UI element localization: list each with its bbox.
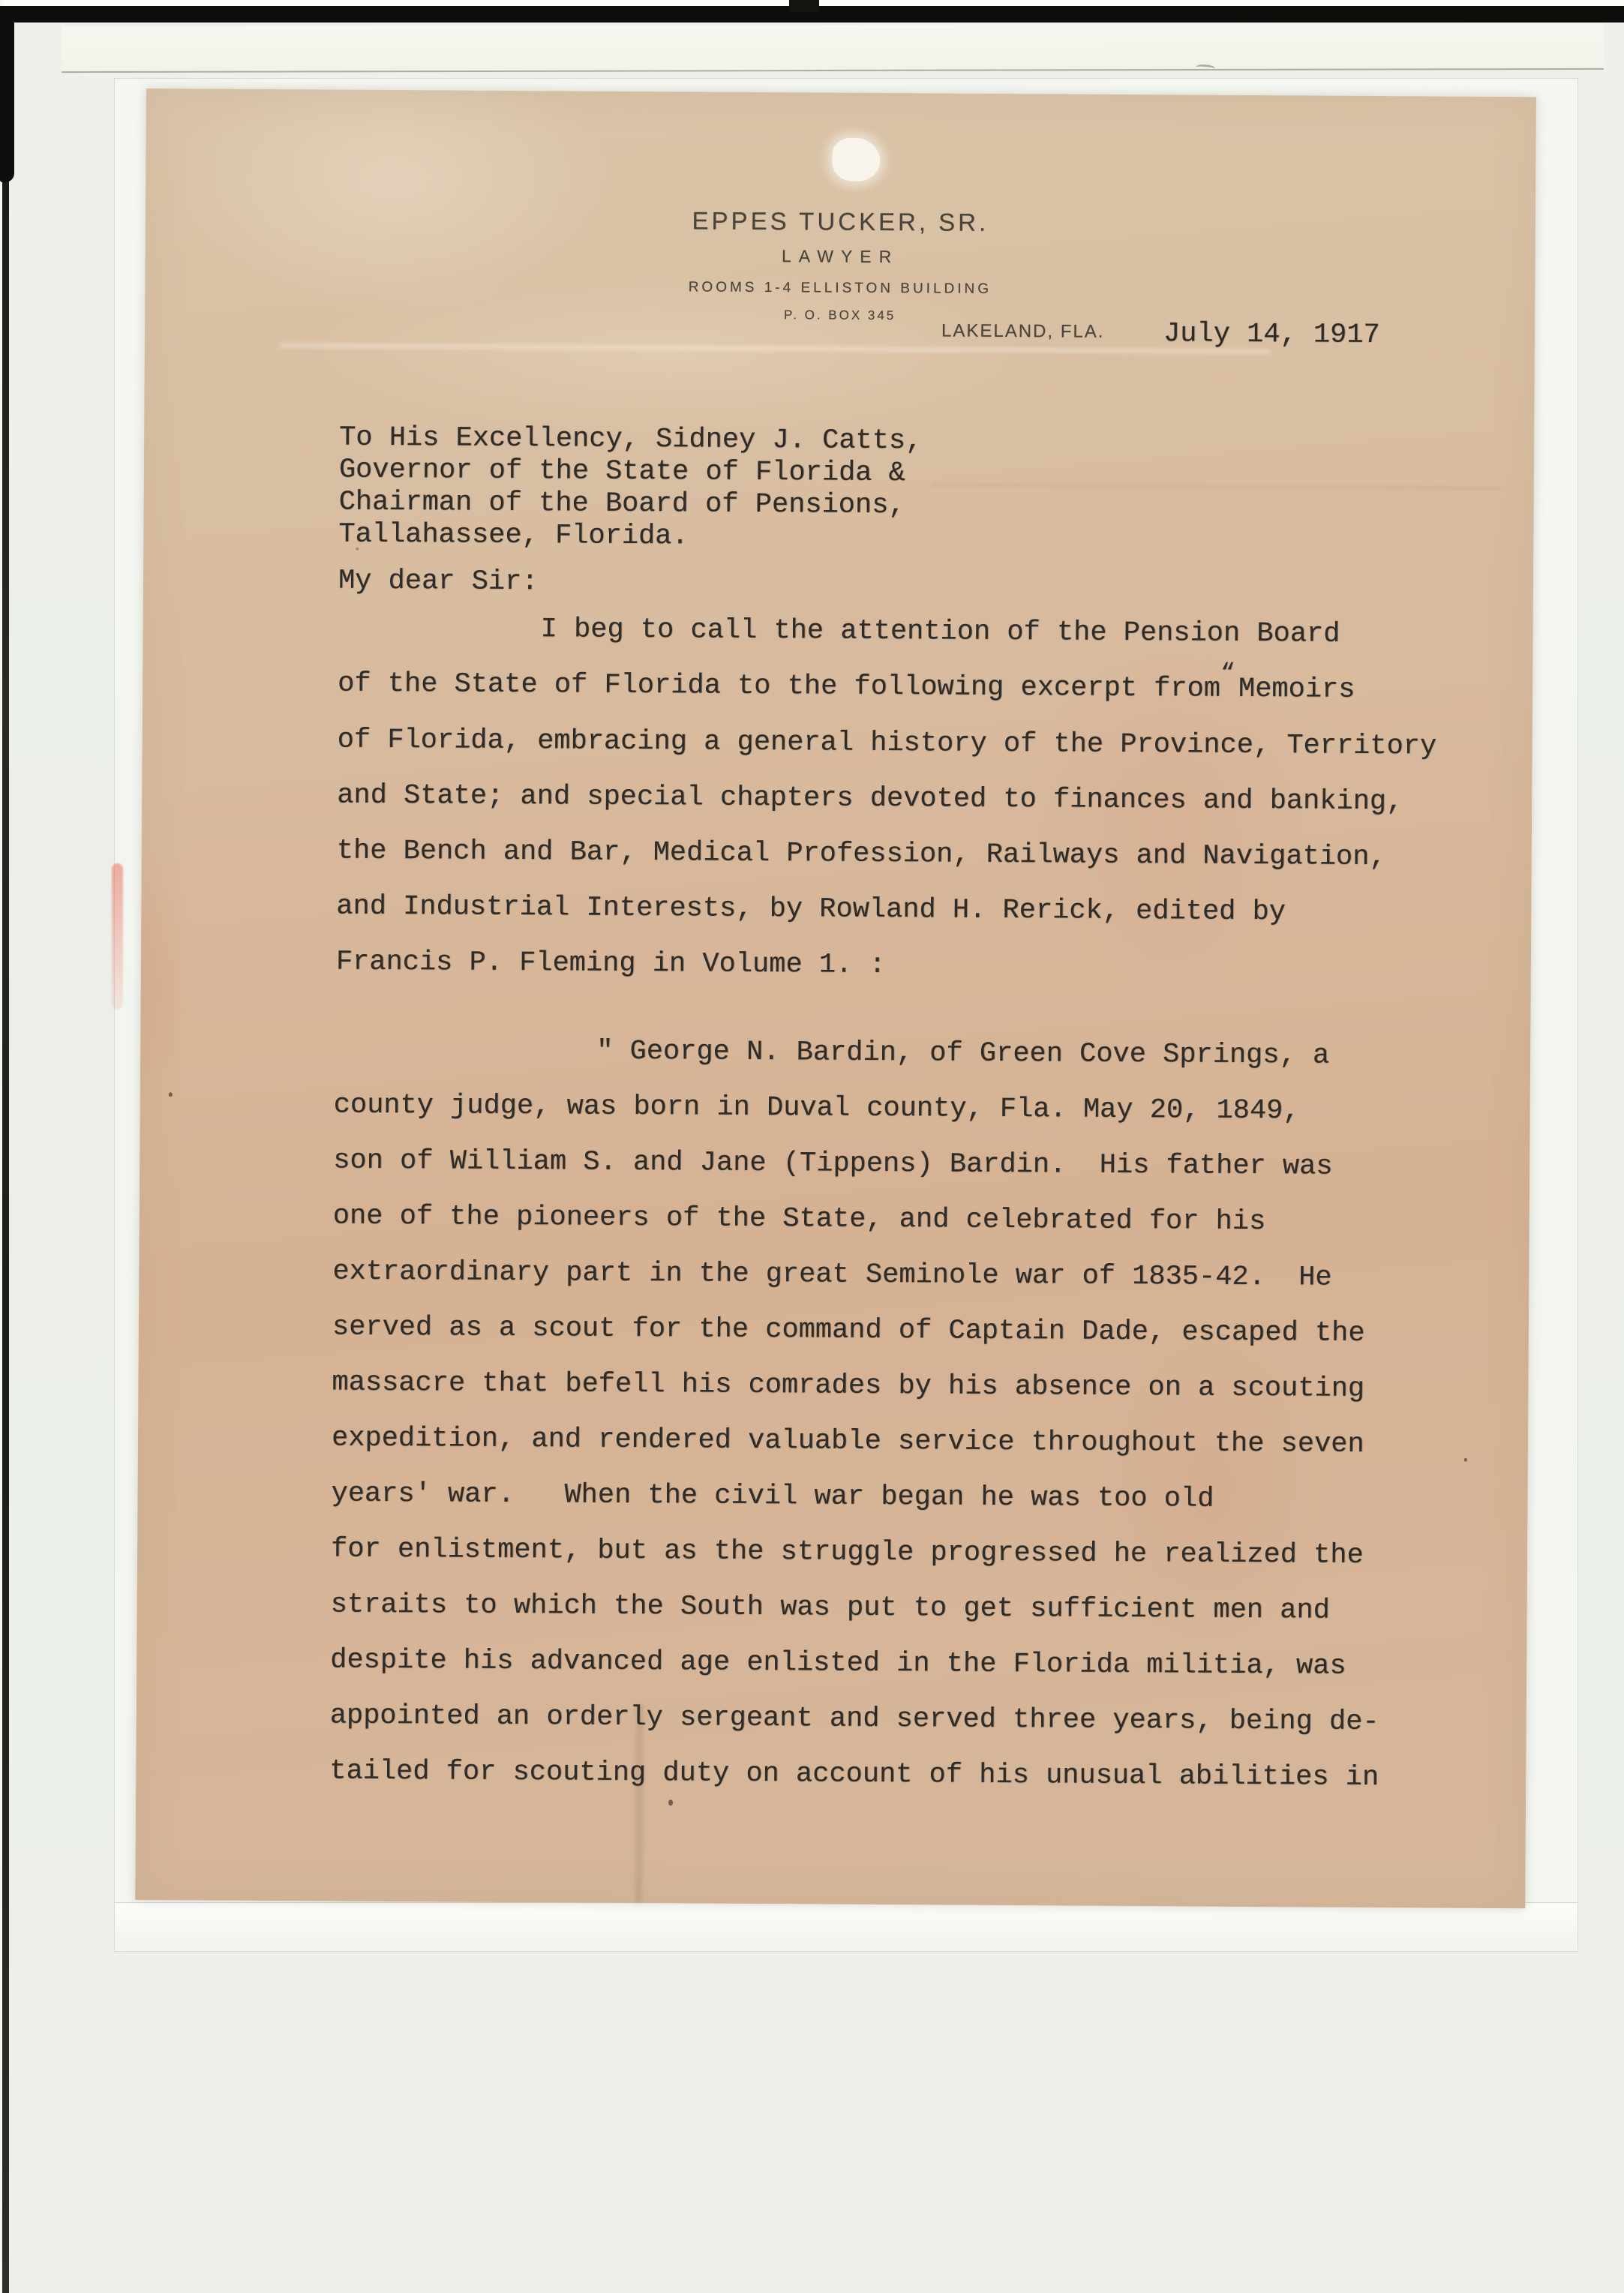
body-line: and Industrial Interests, by Rowland H. Rerick, edited by bbox=[336, 890, 1286, 929]
recipient-address-block bbox=[338, 422, 922, 555]
body-line: of Florida, embracing a general history of the Province, Territory bbox=[337, 724, 1437, 763]
body-line: the Bench and Bar, Medical Profession, Railways and Navigation, bbox=[336, 835, 1386, 874]
body-paragraph-1 bbox=[336, 601, 1438, 997]
letterhead-address-pobox: P. O. BOX 345 bbox=[783, 308, 896, 323]
recipient-line: Governor of the State of Florida & bbox=[338, 454, 905, 490]
scan-edge-left-line bbox=[2, 18, 9, 2293]
quote-line: county judge, was born in Duval county, Fla. May 20, 1849, bbox=[333, 1089, 1300, 1127]
quote-line: years' war. When the civil war began he was too old bbox=[331, 1478, 1214, 1515]
body-line: and State; and special chapters devoted to finances and banking, bbox=[337, 779, 1403, 818]
paper-crease bbox=[932, 483, 1502, 490]
quote-line: served as a scout for the command of Captain Dade, escaped the bbox=[332, 1311, 1365, 1349]
recipient-line: To His Excellency, Sidney J. Catts, bbox=[339, 422, 923, 458]
quote-line: son of William S. and Jane (Tippens) Bardin. His father was bbox=[333, 1145, 1333, 1183]
quote-line: for enlistment, but as the struggle progressed he realized the bbox=[330, 1533, 1364, 1571]
quote-line: expedition, and rendered valuable service throughout the seven bbox=[331, 1422, 1364, 1460]
letter-date: July 14, 1917 bbox=[1163, 318, 1380, 352]
paper-speck bbox=[1464, 1458, 1467, 1462]
quote-line: appointed an orderly sergeant and served three years, being de- bbox=[329, 1700, 1379, 1739]
body-line: Francis P. Fleming in Volume 1. : bbox=[335, 946, 886, 982]
quote-line: tailed for scouting duty on account of his unusual abilities in bbox=[329, 1755, 1379, 1794]
letterhead-city: LAKELAND, FLA. bbox=[941, 320, 1105, 342]
scan-edge-corner bbox=[0, 6, 14, 182]
letterhead-name: EPPES TUCKER, SR. bbox=[692, 206, 989, 236]
quote-line: despite his advanced age enlisted in the Florida militia, was bbox=[330, 1644, 1346, 1682]
tape-strip bbox=[62, 23, 1604, 73]
sleeve-bottom-edge bbox=[115, 1902, 1577, 1951]
body-line-text: Memoirs bbox=[1238, 673, 1355, 706]
paper-worn-spot bbox=[832, 138, 880, 182]
salutation: My dear Sir: bbox=[338, 565, 539, 599]
quote-line: one of the pioneers of the State, and celebrated for his bbox=[332, 1200, 1266, 1238]
letterhead-title: LAWYER bbox=[781, 246, 899, 267]
body-line-text: of the State of Florida to the following excerpt from bbox=[338, 668, 1221, 705]
quote-line: " George N. Bardin, of Green Cove Springs, a bbox=[596, 1035, 1330, 1072]
letter-paper bbox=[135, 89, 1536, 1908]
recipient-line: Chairman of the Board of Pensions, bbox=[338, 486, 905, 522]
letterhead-address-rooms: ROOMS 1-4 ELLISTON BUILDING bbox=[688, 279, 992, 297]
paper-crease bbox=[280, 343, 1270, 354]
quote-line: straits to which the South was put to get sufficient men and bbox=[330, 1589, 1330, 1627]
quote-line: extraordinary part in the great Seminole war of 1835-42. He bbox=[332, 1256, 1332, 1294]
paper-speck bbox=[169, 1092, 173, 1097]
body-paragraph-2-quote bbox=[329, 1022, 1383, 1806]
recipient-line: Tallahassee, Florida. bbox=[338, 518, 689, 553]
quote-line: massacre that befell his comrades by his absence on a scouting bbox=[332, 1367, 1365, 1405]
body-line bbox=[338, 656, 1437, 719]
scan-edge-notch bbox=[789, 0, 819, 12]
red-ink-streak bbox=[112, 863, 123, 1010]
body-line: I beg to call the attention of the Pension Board bbox=[540, 614, 1340, 650]
typed-superscript-quote: “ bbox=[1220, 659, 1234, 687]
